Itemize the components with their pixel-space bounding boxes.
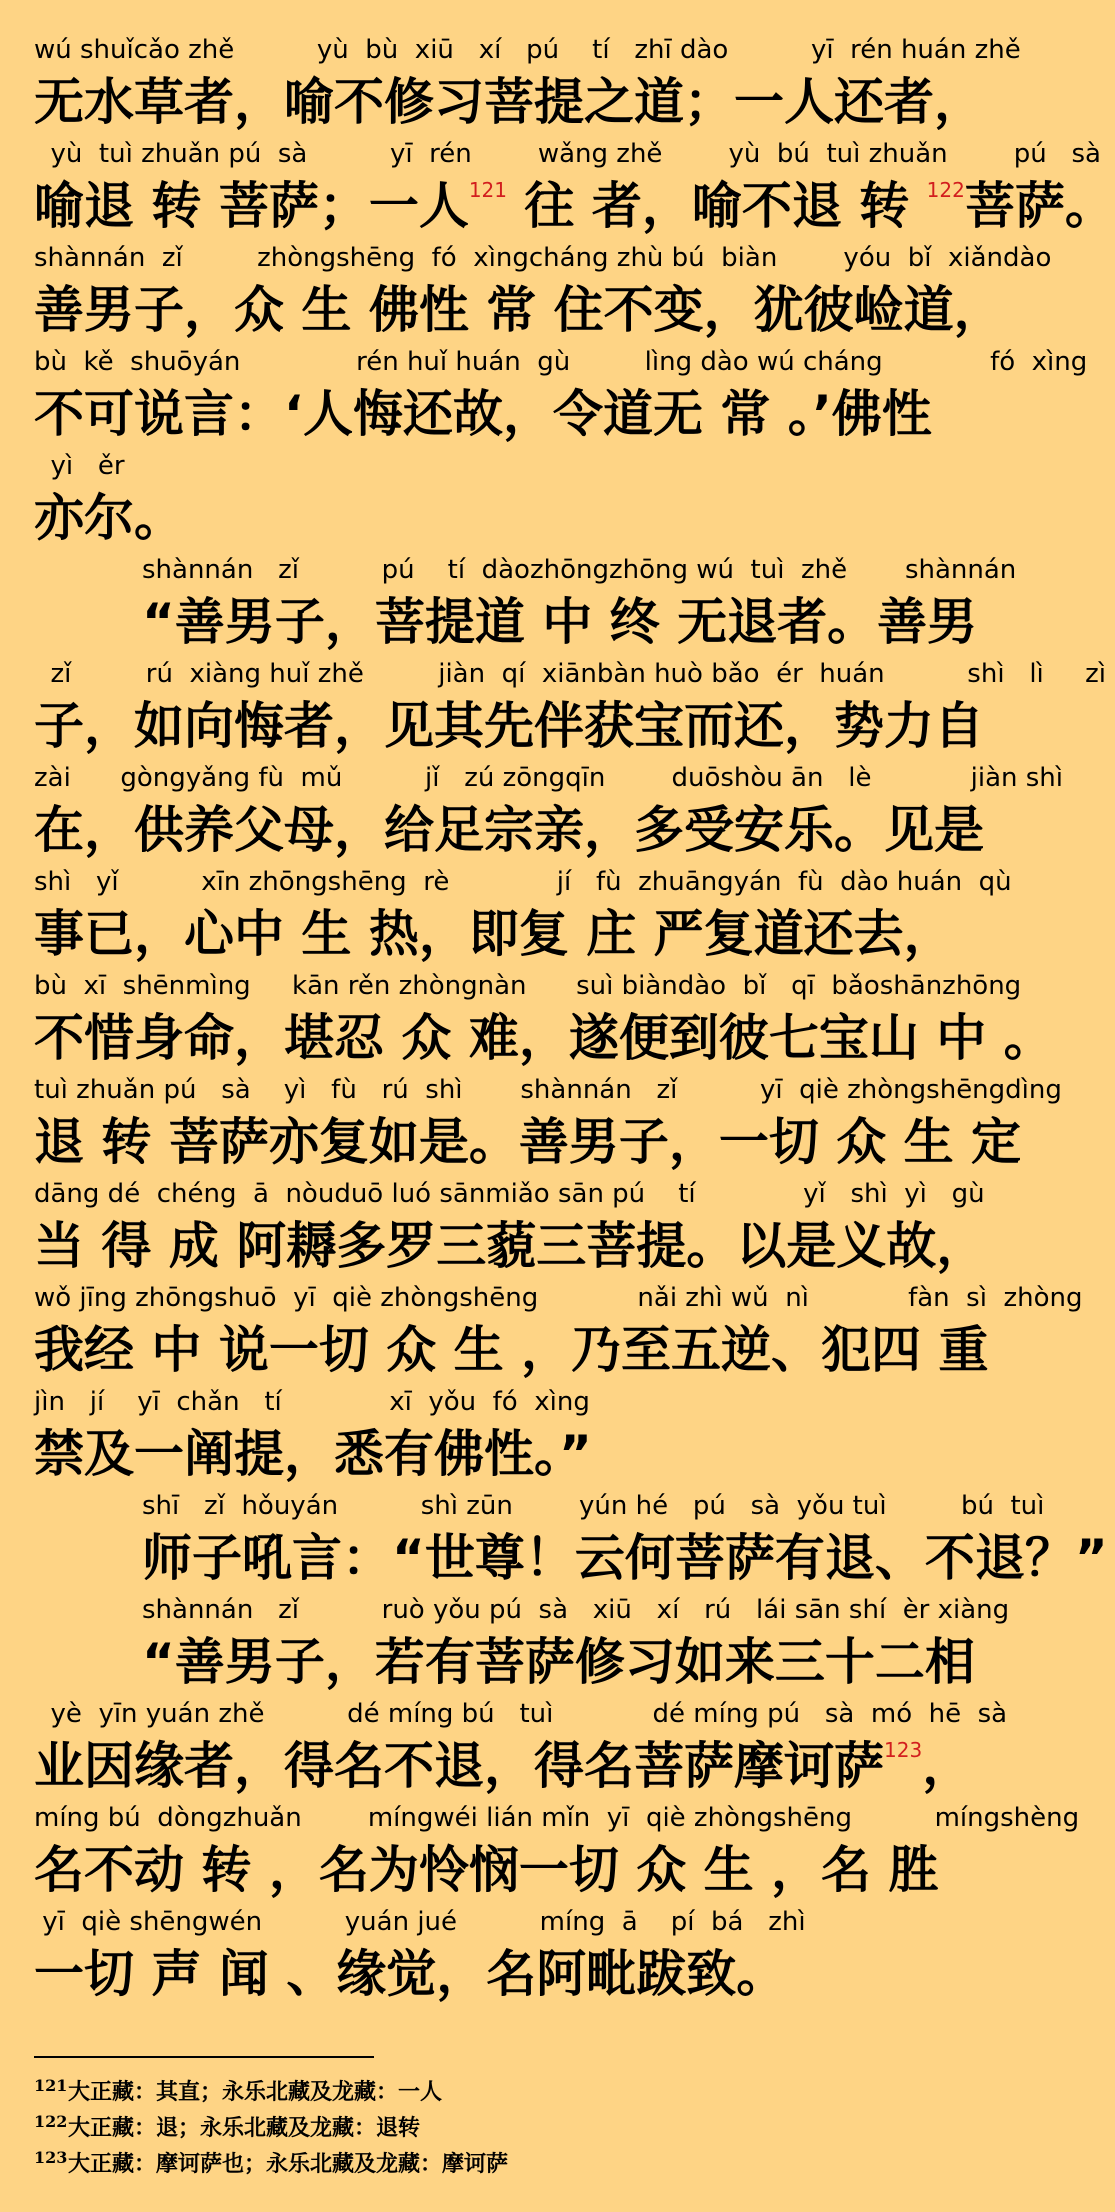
footnote-divider	[34, 2056, 374, 2058]
pinyin-line: wǒ jīng zhōngshuō yī qiè zhòngshēng nǎi zhì wǔ nì fàn sì zhòng	[34, 1283, 1083, 1313]
hanzi-line	[34, 1214, 1054, 1278]
hanzi-line	[34, 1734, 1054, 1798]
hanzi-line	[34, 798, 1054, 862]
hanzi-text: 子，如向悔者，见其先伴获宝而还，势力自	[34, 697, 984, 755]
hanzi-text: 在，供养父母，给足宗亲，多受安乐。见是	[34, 801, 984, 859]
footnote-text: 大正藏：摩诃萨也；永乐北藏及龙藏：摩诃萨	[68, 2151, 509, 2177]
hanzi-text: 我经 中 说一切 众 生 ，乃至五逆、犯四 重	[34, 1321, 989, 1379]
hanzi-line	[34, 1006, 1054, 1070]
text-line	[34, 30, 1054, 134]
pinyin-line: bù kě shuōyán rén huǐ huán gù lìng dào wú cháng fó xìng	[34, 347, 1088, 377]
footnotes	[34, 2068, 1034, 2176]
footnote-item	[34, 2068, 1034, 2104]
hanzi-text: 不可说言：‘人悔还故，令道无 常 。’佛性	[34, 385, 932, 443]
hanzi-line	[34, 382, 1054, 446]
hanzi-line	[34, 174, 1115, 238]
hanzi-text: “善男子，菩提道 中 终 无退者。善男	[142, 593, 978, 651]
text-line	[34, 1486, 1108, 1590]
pinyin-line: zài gòngyǎng fù mǔ jǐ zú zōngqīn duōshòu ān lè jiàn shì	[34, 763, 1063, 793]
text-line	[34, 238, 1054, 342]
pinyin-line: dāng dé chéng ā nòuduō luó sānmiǎo sān pú tí yǐ shì yì gù	[34, 1179, 985, 1209]
footnote-item	[34, 2140, 1034, 2176]
hanzi-text: 名不动 转 ，名为怜悯一切 众 生 ，名 胜	[34, 1841, 939, 1899]
hanzi-text: 善男子，众 生 佛性 常 住不变，犹彼崄道，	[34, 281, 1004, 339]
pinyin-line: shànnán zǐ pú tí dàozhōngzhōng wú tuì zhě shànnán	[142, 555, 1017, 585]
hanzi-text: 事已，心中 生 热，即复 庄 严复道还去，	[34, 905, 954, 963]
hanzi-text: 往 者，喻不退 转	[507, 177, 927, 235]
footnote-number: 123	[34, 2148, 68, 2167]
pinyin-line: shànnán zǐ ruò yǒu pú sà xiū xí rú lái sān shí èr xiàng	[142, 1595, 1010, 1625]
footnote-marker: 123	[884, 1738, 923, 1762]
scripture-text	[34, 30, 1115, 2006]
hanzi-line	[34, 70, 1054, 134]
pinyin-line: shī zǐ hǒuyán shì zūn yún hé pú sà yǒu tuì bú tuì	[142, 1491, 1045, 1521]
footnote-marker: 122	[926, 178, 965, 202]
pinyin-line: míng bú dòngzhuǎn míngwéi lián mǐn yī qiè zhòngshēng míngshèng	[34, 1803, 1080, 1833]
hanzi-line	[34, 278, 1054, 342]
hanzi-text: 业因缘者，得名不退，得名菩萨摩诃萨	[34, 1737, 884, 1795]
text-line	[34, 966, 1054, 1070]
hanzi-line	[34, 1526, 1108, 1590]
footnote-text: 大正藏：退；永乐北藏及龙藏：退转	[68, 2115, 421, 2141]
hanzi-line	[34, 590, 1054, 654]
text-line	[34, 1798, 1080, 1902]
text-line	[34, 550, 1054, 654]
pinyin-line: yù tuì zhuǎn pú sà yī rén wǎng zhě yù bú tuì zhuǎn pú sà	[34, 139, 1101, 169]
hanzi-line	[34, 902, 1054, 966]
hanzi-line	[34, 1630, 1054, 1694]
hanzi-text: 退 转 菩萨亦复如是。善男子，一切 众 生 定	[34, 1113, 1022, 1171]
text-line	[34, 1694, 1054, 1798]
pinyin-line: yī qiè shēngwén yuán jué míng ā pí bá zhì	[34, 1907, 806, 1937]
pinyin-line: jìn jí yī chǎn tí xī yǒu fó xìng	[34, 1387, 590, 1417]
hanzi-line	[34, 1110, 1054, 1174]
footnote-text: 大正藏：其直；永乐北藏及龙藏：一人	[68, 2079, 443, 2105]
pinyin-line: shànnán zǐ zhòngshēng fó xìngcháng zhù bú biàn yóu bǐ xiǎndào	[34, 243, 1052, 273]
text-line	[34, 1902, 1054, 2006]
hanzi-line	[34, 1318, 1054, 1382]
hanzi-text: 喻退 转 菩萨；一人	[34, 177, 469, 235]
hanzi-text: 菩萨。	[964, 177, 1115, 235]
hanzi-text: 亦尔。	[34, 489, 184, 547]
hanzi-text: “善男子，若有菩萨修习如来三十二相	[142, 1633, 975, 1691]
footnote-marker: 121	[468, 178, 508, 202]
pinyin-line: wú shuǐcǎo zhě yù bù xiū xí pú tí zhī dào yī rén huán zhě	[34, 35, 1021, 65]
text-line	[34, 134, 1115, 238]
text-line	[34, 446, 1054, 550]
footnote-number: 121	[34, 2076, 68, 2095]
hanzi-text: ，	[922, 1737, 973, 1795]
footnote-item	[34, 2104, 1034, 2140]
hanzi-line	[34, 1838, 1054, 1902]
footnote-number: 122	[34, 2112, 68, 2131]
hanzi-line	[34, 694, 1054, 758]
text-line	[34, 342, 1088, 446]
pinyin-line: shì yǐ xīn zhōngshēng rè jí fù zhuāngyán fù dào huán qù	[34, 867, 1012, 897]
text-line	[34, 1278, 1083, 1382]
text-line	[34, 1382, 1054, 1486]
text-line	[34, 862, 1054, 966]
pinyin-line: bù xī shēnmìng kān rěn zhòngnàn suì biàndào bǐ qī bǎoshānzhōng	[34, 971, 1022, 1001]
hanzi-text: 师子吼言：“世尊！云何菩萨有退、不退？”	[142, 1529, 1108, 1587]
pinyin-line: yì ěr	[34, 451, 125, 481]
text-line	[34, 654, 1106, 758]
pinyin-line: yè yīn yuán zhě dé míng bú tuì dé míng pú sà mó hē sà	[34, 1699, 1008, 1729]
hanzi-line	[34, 1942, 1054, 2006]
text-line	[34, 1590, 1054, 1694]
pinyin-line: tuì zhuǎn pú sà yì fù rú shì shànnán zǐ yī qiè zhòngshēngdìng	[34, 1075, 1062, 1105]
hanzi-line	[34, 486, 1054, 550]
hanzi-line	[34, 1422, 1054, 1486]
hanzi-text: 不惜身命，堪忍 众 难，遂便到彼七宝山 中 。	[34, 1009, 1054, 1067]
pinyin-line: zǐ rú xiàng huǐ zhě jiàn qí xiānbàn huò bǎo ér huán shì lì zì	[34, 659, 1106, 689]
hanzi-text: 禁及一阐提，悉有佛性。”	[34, 1425, 592, 1483]
text-line	[34, 1070, 1062, 1174]
text-line	[34, 1174, 1054, 1278]
hanzi-text: 无水草者，喻不修习菩提之道；一人还者，	[34, 73, 984, 131]
text-line	[34, 758, 1063, 862]
hanzi-text: 一切 声 闻 、缘觉，名阿毗跋致。	[34, 1945, 787, 2003]
hanzi-text: 当 得 成 阿耨多罗三藐三菩提。以是义故，	[34, 1217, 987, 1275]
